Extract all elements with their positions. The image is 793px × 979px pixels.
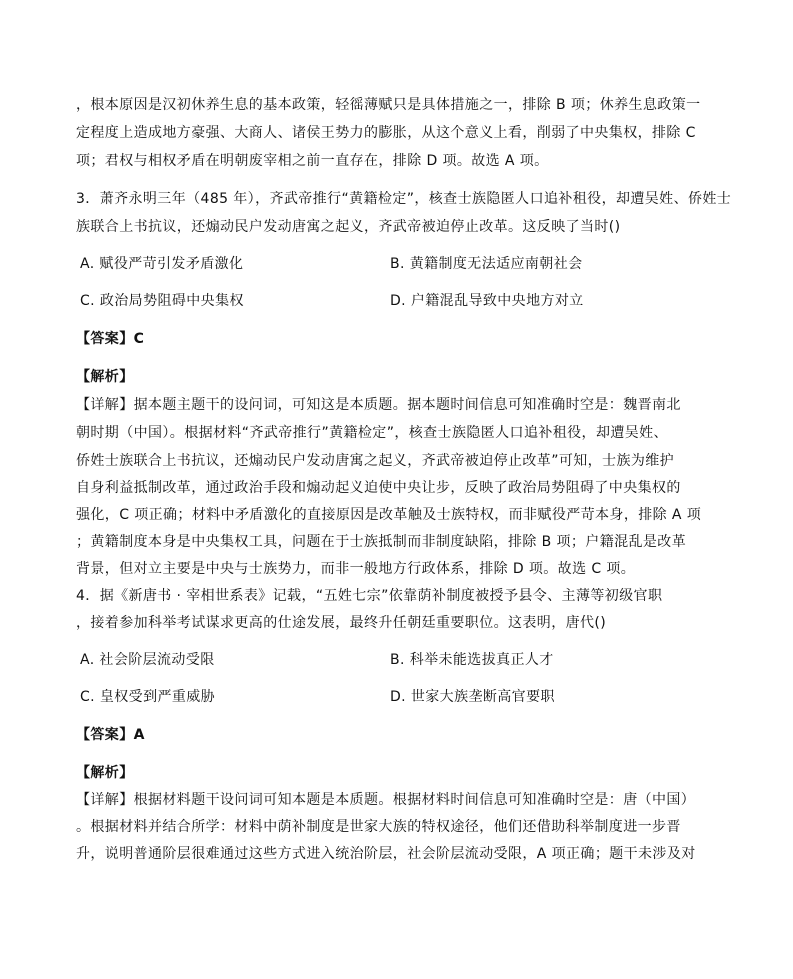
q3-detail-line-4: 自身利益抵制改革，通过政治手段和煽动起义迫使中央让步，反映了政治局势阻碍了中央集权的 [76,480,681,496]
q2-analysis-line-1: ，根本原因是汉初休养生息的基本政策，轻徭薄赋只是具体措施之一，排除 B 项；休养生息政策一 [76,97,701,113]
q3-detail-line-2: 朝时期（中国）。根据材料“齐武帝推行”黄籍检定”，核查士族隐匿人口追补租役，却遭吴姓、 [76,425,668,441]
q4-option-d: D. 世家大族垄断高官要职 [390,689,555,705]
q4-detail-line-2: 。根据材料并结合所学：材料中荫补制度是世家大族的特权途径，他们还借助科举制度进一步晋 [76,819,681,835]
q3-stem-line-2: 族联合上书抗议，还煽动民户发动唐寓之起义，齐武帝被迫停止改革。这反映了当时() [76,219,621,235]
q3-detail-line-6: ；黄籍制度本身是中央集权工具，问题在于士族抵制而非制度缺陷，排除 B 项；户籍混乱是改革 [76,534,687,550]
q4-option-c: C. 皇权受到严重威胁 [80,689,216,705]
q2-analysis-line-2: 定程度上造成地方豪强、大商人、诸侯王势力的膨胀，从这个意义上看，削弱了中央集权，排除 C [76,125,696,141]
q3-option-a: A. 赋役严苛引发矛盾激化 [80,256,244,272]
q3-stem-line-1: 3．萧齐永明三年（485 年），齐武帝推行“黄籍检定”，核查士族隐匿人口追补租役，却遭吴姓、侨姓士 [76,191,732,207]
q2-analysis-line-3: 项；君权与相权矛盾在明朝废宰相之前一直存在，排除 D 项。故选 A 项。 [76,153,549,169]
q4-analysis-label: 【解析】 [76,765,134,781]
q3-option-b: B. 黄籍制度无法适应南朝社会 [390,256,583,272]
q4-detail-line-3: 升，说明普通阶层很难通过这些方式进入统治阶层，社会阶层流动受限，A 项正确；题干未涉及对 [76,846,696,862]
q4-stem-line-1: 4．据《新唐书 · 宰相世系表》记载，“五姓七宗”依靠荫补制度被授予县令、主薄等初级官职 [76,588,663,604]
q4-answer: 【答案】A [76,727,145,743]
q3-detail-line-1: 【详解】据本题主题干的设问词，可知这是本质题。据本题时间信息可知准确时空是：魏晋南北 [76,397,681,413]
q4-option-b: B. 科举未能选拔真正人才 [390,652,554,668]
q3-detail-line-5: 强化，C 项正确；材料中矛盾激化的直接原因是改革触及士族特权，而非赋役严苛本身，排除 A 项 [76,507,702,523]
q3-analysis-label: 【解析】 [76,369,134,385]
q3-detail-line-3: 侨姓士族联合上书抗议，还煽动民户发动唐寓之起义，齐武帝被迫停止改革”可知，士族为维护 [76,453,675,469]
q3-option-c: C. 政治局势阻碍中央集权 [80,293,244,309]
q4-stem-line-2: ，接着参加科举考试谋求更高的仕途发展，最终升任朝廷重要职位。这表明，唐代() [76,615,607,631]
q3-option-d: D. 户籍混乱导致中央地方对立 [390,293,584,309]
q3-detail-line-7: 背景，但对立主要是中央与士族势力，而非一般地方行政体系，排除 D 项。故选 C 项。 [76,561,636,577]
q4-option-a: A. 社会阶层流动受限 [80,652,215,668]
q3-answer: 【答案】C [76,331,145,347]
q4-detail-line-1: 【详解】根据材料题干设问词可知本题是本质题。根据材料时间信息可知准确时空是：唐（中国） [76,792,696,808]
